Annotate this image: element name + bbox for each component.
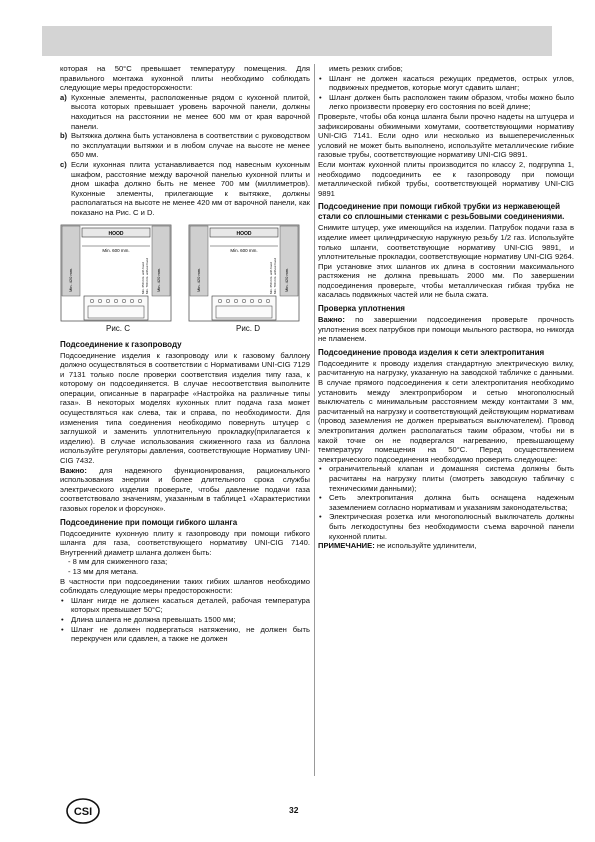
svg-text:Min. 600 mm.: Min. 600 mm. (230, 247, 258, 253)
section-heading-seal-check: Проверка уплотнения (318, 304, 405, 314)
paragraph: Снимите штуцер, уже имеющийся на изделии. Патрубок подачи газа в изделие имеет цилиндрическую наружную резьбу 1/2 газ. Используйте только шланги, соответствующие нормативу UNI-CIG 9891, и уплотнительные прокладки, соответствующие нормативу UNI-CIG 9264. При установке этих шлангов их длина в состоянии максимального растяжения не должна превышать 2000 мм. По завершении подсоединения проверьте, чтобы металлическая гибкая трубка не касалась подвижных частей или не была сжата. (318, 223, 574, 300)
section-heading-flex-hose: Подсоединение при помощи гибкого шланга (60, 517, 238, 527)
paragraph: Подсоедините кухонную плиту к газопроводу при помощи гибкого шланга для газа, соответствующего нормативу UNI-CIG 7140. Внутренний диаметр шланга должен быть: (60, 528, 310, 557)
svg-text:Min. 420 mm.: Min. 420 mm. (156, 267, 161, 292)
svg-text:Min. 700 mm. without hood: Min. 700 mm. without hood (145, 257, 149, 294)
svg-text:Min. 420 mm.: Min. 420 mm. (284, 267, 289, 292)
svg-text:Min. 420 mm.: Min. 420 mm. (68, 267, 73, 292)
paragraph: Проверьте, чтобы оба конца шланга были прочно надеты на штуцера и зафиксированы обжимными хомутами, соответствующими нормативу UNI-CIG 7141. Если одно или несколько из вышеперечисленных условий не может быть выполнено, используйте металлические гибкие газовые трубы, соответствующие нормативу UNI-CIG 9891. (318, 111, 574, 160)
bullet-icon: • (319, 512, 322, 522)
bullet-item (60, 625, 310, 644)
paragraph: Подсоедините к проводу изделия стандартную электрическую вилку, расчитанную на нагрузку, указанную на заводской табличке с данными. В случае прямого подсоединения к сети электропитания необходимо установить между электроприбором и сетью многополюсный выключатель с минимальным расстоянием между контактами 3 мм, расчитанный на нагрузку и соответствующий действующим нормативам (провод заземления не должен прерываться выключателем). Провод электропитания должен располагаться таким образом, чтобы ни в какой точке он не подвергался нагреванию, превышающему температуру помещения на 50°C. Перед осуществлением электрического подсоединения необходимо проверить следующее: (318, 358, 574, 464)
svg-text:Min. 700 mm. without hood: Min. 700 mm. without hood (273, 257, 277, 294)
paragraph: Если монтаж кухонной плиты производится по классу 2, подгруппа 1, необходимо подсоединить ее к газопроводу при помощи металлической гибкой трубы, соответствующей нормативу UNI-CIG 9891 (318, 159, 574, 198)
bullet-item (318, 74, 574, 93)
dash-item: - 8 мм для сжиженного газа; (68, 557, 168, 567)
column-divider (314, 64, 315, 776)
csi-logo (66, 798, 100, 824)
bullet-text: Шланг нигде не должен касаться деталей, рабочая температура которых превышает 50°C; (71, 595, 310, 615)
right-column (318, 64, 574, 551)
bullet-icon: • (61, 595, 64, 605)
bullet-text: Электрическая розетка или многополюсный выключатель должны быть легкодоступны без необходимости съема варочной панели кухонной плиты. (329, 512, 574, 541)
paragraph: которая на 50°C превышает температуру помещения. Для правильного монтажа кухонной плиты необходимо соблюдать следующие меры предосторожности: (60, 64, 310, 93)
bullet-item (318, 464, 574, 493)
bullet-icon: • (319, 92, 322, 102)
list-label: c) (60, 159, 67, 169)
figure-d-diagram (188, 224, 300, 322)
continued-text: иметь резких сгибов; (329, 64, 403, 73)
figure-c-caption: Рис. C (106, 323, 131, 333)
important-text: для надежного функционирования, рационального использования энергии и более длительного срока службы электрического изделия проверьте, чтобы давление подачи газа соответствовало значениям, указанным в таблице1 «Характеристики газовых горелок и форсунок». (60, 465, 310, 513)
bullet-item (318, 493, 574, 512)
bullet-item (318, 512, 574, 541)
important-label: Важно: (60, 465, 87, 475)
bullet-text: Длина шланга не должна превышать 1500 мм; (71, 614, 236, 624)
bullet-text: ограничительный клапан и домашняя система должны быть расчитаны на нагрузку плиты (смотреть заводскую табличку с техническими данными); (329, 464, 574, 493)
bullet-text: Сеть электропитания должна быть оснащена надежным заземлением согласно нормативам и указаниям законодательства; (329, 493, 574, 512)
list-text: Если кухонная плита устанавливается под навесным кухонным шкафом, расстояние между варочной панелью кухонной плиты и дном шкафа должно быть не менее 700 мм (миллиметров). Кухонные элементы, прилегающие к вытяжке, должны располагаться на высоте не менее 420 мм от варочной панели, как показано на Рис. C и D. (71, 159, 310, 217)
bullet-item (318, 93, 574, 112)
bullet-item (60, 596, 310, 615)
list-text: Вытяжка должна быть установлена в соответствии с руководством по эксплуатации вытяжки и в любом случае на высоте не менее 650 мм. (71, 131, 310, 160)
svg-text:CSI: CSI (73, 806, 93, 818)
note-label: ПРИМЕЧАНИЕ: (318, 541, 375, 551)
dash-item: - 13 мм для метана. (68, 566, 139, 576)
paragraph: Подсоединение изделия к газопроводу или к газовому баллону должно осуществляться в соответствии с Нормативами UNI-CIG 7129 и 7131 только после проверки соответствия изделия типу газа, к которому он подсоединяется. В случае несоответствия выполните операции, описанные в параграфе «Настройка на различные типы газа». В некоторых моделях кухонных плит подача газа может осуществляться как слева, так и справа, по необходимости. Для изменения типа соединения необходимо повернуть штуцер с заглушкой и заменить уплотнительную прокладку(прилагается к изделию). В случае использования сжиженного газа из баллона используйте регуляторы давления, соответствующие Нормативу UNI-CIG 7432. (60, 350, 310, 466)
bullet-icon: • (319, 73, 322, 83)
list-text: Кухонные элементы, расположенные рядом с кухонной плитой, высота которых превышает уровень варочной панели, должны находиться на расстоянии не менее 600 мм от края варочной панели. (71, 92, 310, 131)
figure-c-diagram (60, 224, 172, 322)
bullet-icon: • (319, 493, 322, 503)
important-text: по завершении подсоединения проверьте прочность уплотнения всех патрубков при помощи мыльного раствора, но никогда не пламенем. (318, 315, 574, 344)
important-note (318, 315, 574, 344)
bullet-text: Шланг не должен касаться режущих предметов, острых углов, подвижных предметов, которые могут сдавить шланг; (329, 73, 574, 93)
bullet-item (60, 615, 310, 625)
list-item-b (60, 131, 310, 160)
svg-text:HOOD: HOOD (108, 230, 124, 237)
bullet-text: Шланг должен быть расположен таким образом, чтобы можно было легко произвести проверку его состояния по всей длине; (329, 92, 574, 112)
bullet-icon: • (61, 624, 64, 634)
svg-text:Min. 650 mm. with hood: Min. 650 mm. with hood (141, 261, 145, 294)
note (318, 541, 574, 551)
left-column (60, 64, 310, 644)
svg-text:Min. 600 mm.: Min. 600 mm. (102, 247, 130, 253)
bullet-icon: • (319, 464, 322, 474)
svg-text:Min. 650 mm. with hood: Min. 650 mm. with hood (269, 261, 273, 294)
list-item-a (60, 93, 310, 131)
important-label: Важно: (318, 315, 345, 325)
header-bar (42, 26, 552, 56)
list-label: b) (60, 131, 68, 141)
section-heading-steel-hose: Подсоединение при помощи гибкой трубки из нержавеющей стали со сплошными стенками с резьбовыми соединениями. (318, 202, 565, 222)
section-heading-electrical: Подсоединение провода изделия к сети электропитания (318, 347, 545, 357)
section-heading-gas: Подсоединение к газопроводу (60, 339, 182, 349)
important-note (60, 466, 310, 514)
list-item-c (60, 160, 310, 218)
bullet-icon: • (61, 614, 64, 624)
note-text: не используйте удлинители, (374, 541, 477, 551)
svg-text:HOOD: HOOD (236, 230, 252, 237)
list-label: a) (60, 92, 67, 102)
figures (60, 224, 310, 336)
figure-d-caption: Рис. D (236, 323, 261, 333)
page-number: 32 (289, 805, 299, 815)
svg-text:Min. 420 mm.: Min. 420 mm. (196, 267, 201, 292)
bullet-text: Шланг не должен подвергаться натяжению, не должен быть перекручен или сдавлен, а также не должен (71, 624, 310, 644)
paragraph: В частности при подсоединении таких гибких шлангов необходимо соблюдать следующие меры предосторожности: (60, 576, 310, 596)
